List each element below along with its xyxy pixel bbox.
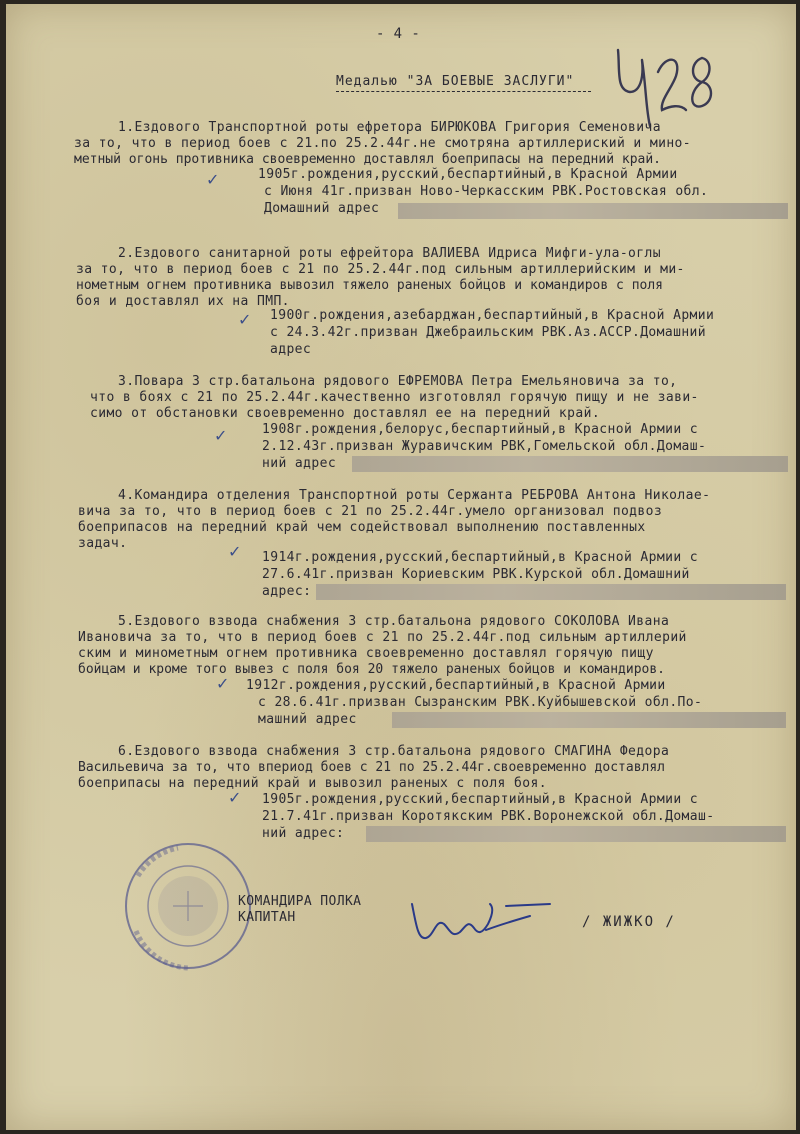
entry-3-bio-3: ний адрес [262,456,337,471]
signature-title-line-1: КОМАНДИРА ПОЛКА [238,894,362,909]
entry-4-bio-3: адрес: [262,584,312,599]
entry-5-line-1: 5.Ездового взвода снабжения 3 стр.батальона рядового СОКОЛОВА Ивана [118,614,670,629]
entry-3-line-3: симо от обстановки своевременно доставлял ее на передний край. [90,406,601,421]
entry-5-bio-3: машний адрес [258,712,357,727]
commander-signature [406,894,556,954]
entry-6-line-1: 6.Ездового взвода снабжения 3 стр.батальона рядового СМАГИНА Федора [118,744,670,759]
entry-2-bio-3: адрес [270,342,312,357]
entry-1-bio-3: Домашний адрес [264,201,380,216]
entry-2-line-1: 2.Ездового санитарной роты ефрейтора ВАЛИЕВА Идриса Мифги-ула-оглы [118,246,661,261]
regiment-seal [118,836,258,976]
entry-4-line-2: вича за то, что в период боев с 21 по 25.2.44г.умело организовал подвоз [78,504,663,519]
heading-underline [336,91,591,92]
redacted-address [316,584,786,600]
entry-1-line-2: за то, что в период боев с 21.по 25.2.44г.не смотряна артиллериский и мино- [74,136,691,151]
entry-5-line-4: бойцам и кроме того вывез с поля боя 20 тяжело раненых бойцов и командиров. [78,662,665,677]
entry-4-line-3: боеприпасов на передний край чем содействовал выполнению поставленных [78,520,646,535]
entry-6-line-2: Васильевича за то, что впериод боев с 21 по 25.2.44г.своевременно доставлял [78,760,665,775]
redacted-address [366,826,786,842]
signer-name: / ЖИЖКО / [582,914,676,930]
check-mark-icon: ✓ [206,170,220,189]
entry-2-bio-2: с 24.3.42г.призван Джебраильским РВК.Аз.АССР.Домашний [270,325,707,340]
entry-4-bio-1: 1914г.рождения,русский,беспартийный,в Красной Армии с [262,550,699,565]
entry-1-line-3: метный огонь противника своевременно доставлял боеприпасы на передний край. [74,152,661,167]
entry-3-bio-2: 2.12.43г.призван Журавичским РВК,Гомельской обл.Домаш- [262,439,707,454]
check-mark-icon: ✓ [228,788,242,807]
signature-title-line-2: КАПИТАН [238,910,296,925]
entry-3-bio-1: 1908г.рождения,белорус,беспартийный,в Красной Армии с [262,422,699,437]
entry-3-line-2: что в боях с 21 по 25.2.44г.качественно изготовлял горячую пищу и не зави- [90,390,699,405]
redacted-address [392,712,786,728]
entry-2-line-4: боя и доставлял их на ПМП. [76,294,290,309]
entry-2-line-2: за то, что в период боев с 21 по 25.2.44г.под сильным артиллерийским и ми- [76,262,685,277]
check-mark-icon: ✓ [216,674,230,693]
entry-5-line-2: Ивановича за то, что в период боев с 21 по 25.2.44г.под сильным артиллерий [78,630,687,645]
entry-3-line-1: 3.Повара 3 стр.батальона рядового ЕФРЕМОВА Петра Емельяновича за то, [118,374,678,389]
page-number: - 4 - [376,26,421,42]
check-mark-icon: ✓ [214,426,228,445]
entry-2-line-3: нометным огнем противника вывозил тяжело раненых бойцов и командиров с поля [76,278,663,293]
entry-5-line-3: ским и минометным огнем противника своевременно доставлял горячую пищу [78,646,654,661]
entry-1-bio-2: с Июня 41г.призван Ново-Черкасским РВК.Ростовская обл. [264,184,709,199]
entry-1-bio-1: 1905г.рождения,русский,беспартийный,в Красной Армии [258,167,678,182]
award-heading: Медалью "ЗА БОЕВЫЕ ЗАСЛУГИ" [336,74,575,89]
entry-5-bio-1: 1912г.рождения,русский,беспартийный,в Красной Армии [246,678,666,693]
entry-6-bio-2: 21.7.41г.призван Коротякским РВК.Воронежской обл.Домаш- [262,809,715,824]
entry-6-line-3: боеприпасы на передний край и вывозил раненых с поля боя. [78,776,547,791]
check-mark-icon: ✓ [238,310,252,329]
entry-4-line-1: 4.Командира отделения Транспортной роты Сержанта РЕБРОВА Антона Николае- [118,488,711,503]
entry-4-line-4: задач. [78,536,128,551]
entry-5-bio-2: с 28.6.41г.призван Сызранским РВК.Куйбышевской обл.По- [258,695,703,710]
document-page [6,4,796,1130]
check-mark-icon: ✓ [228,542,242,561]
entry-1-line-1: 1.Ездового Транспортной роты ефретора БИРЮКОВА Григория Семеновича [118,120,661,135]
entry-2-bio-1: 1900г.рождения,азебарджан,беспартийный,в Красной Армии [270,308,715,323]
entry-4-bio-2: 27.6.41г.призван Кориевским РВК.Курской обл.Домашний [262,567,690,582]
redacted-address [352,456,788,472]
entry-6-bio-1: 1905г.рождения,русский,беспартийный,в Красной Армии с [262,792,699,807]
entry-6-bio-3: ний адрес: [262,826,345,841]
redacted-address [398,203,788,219]
